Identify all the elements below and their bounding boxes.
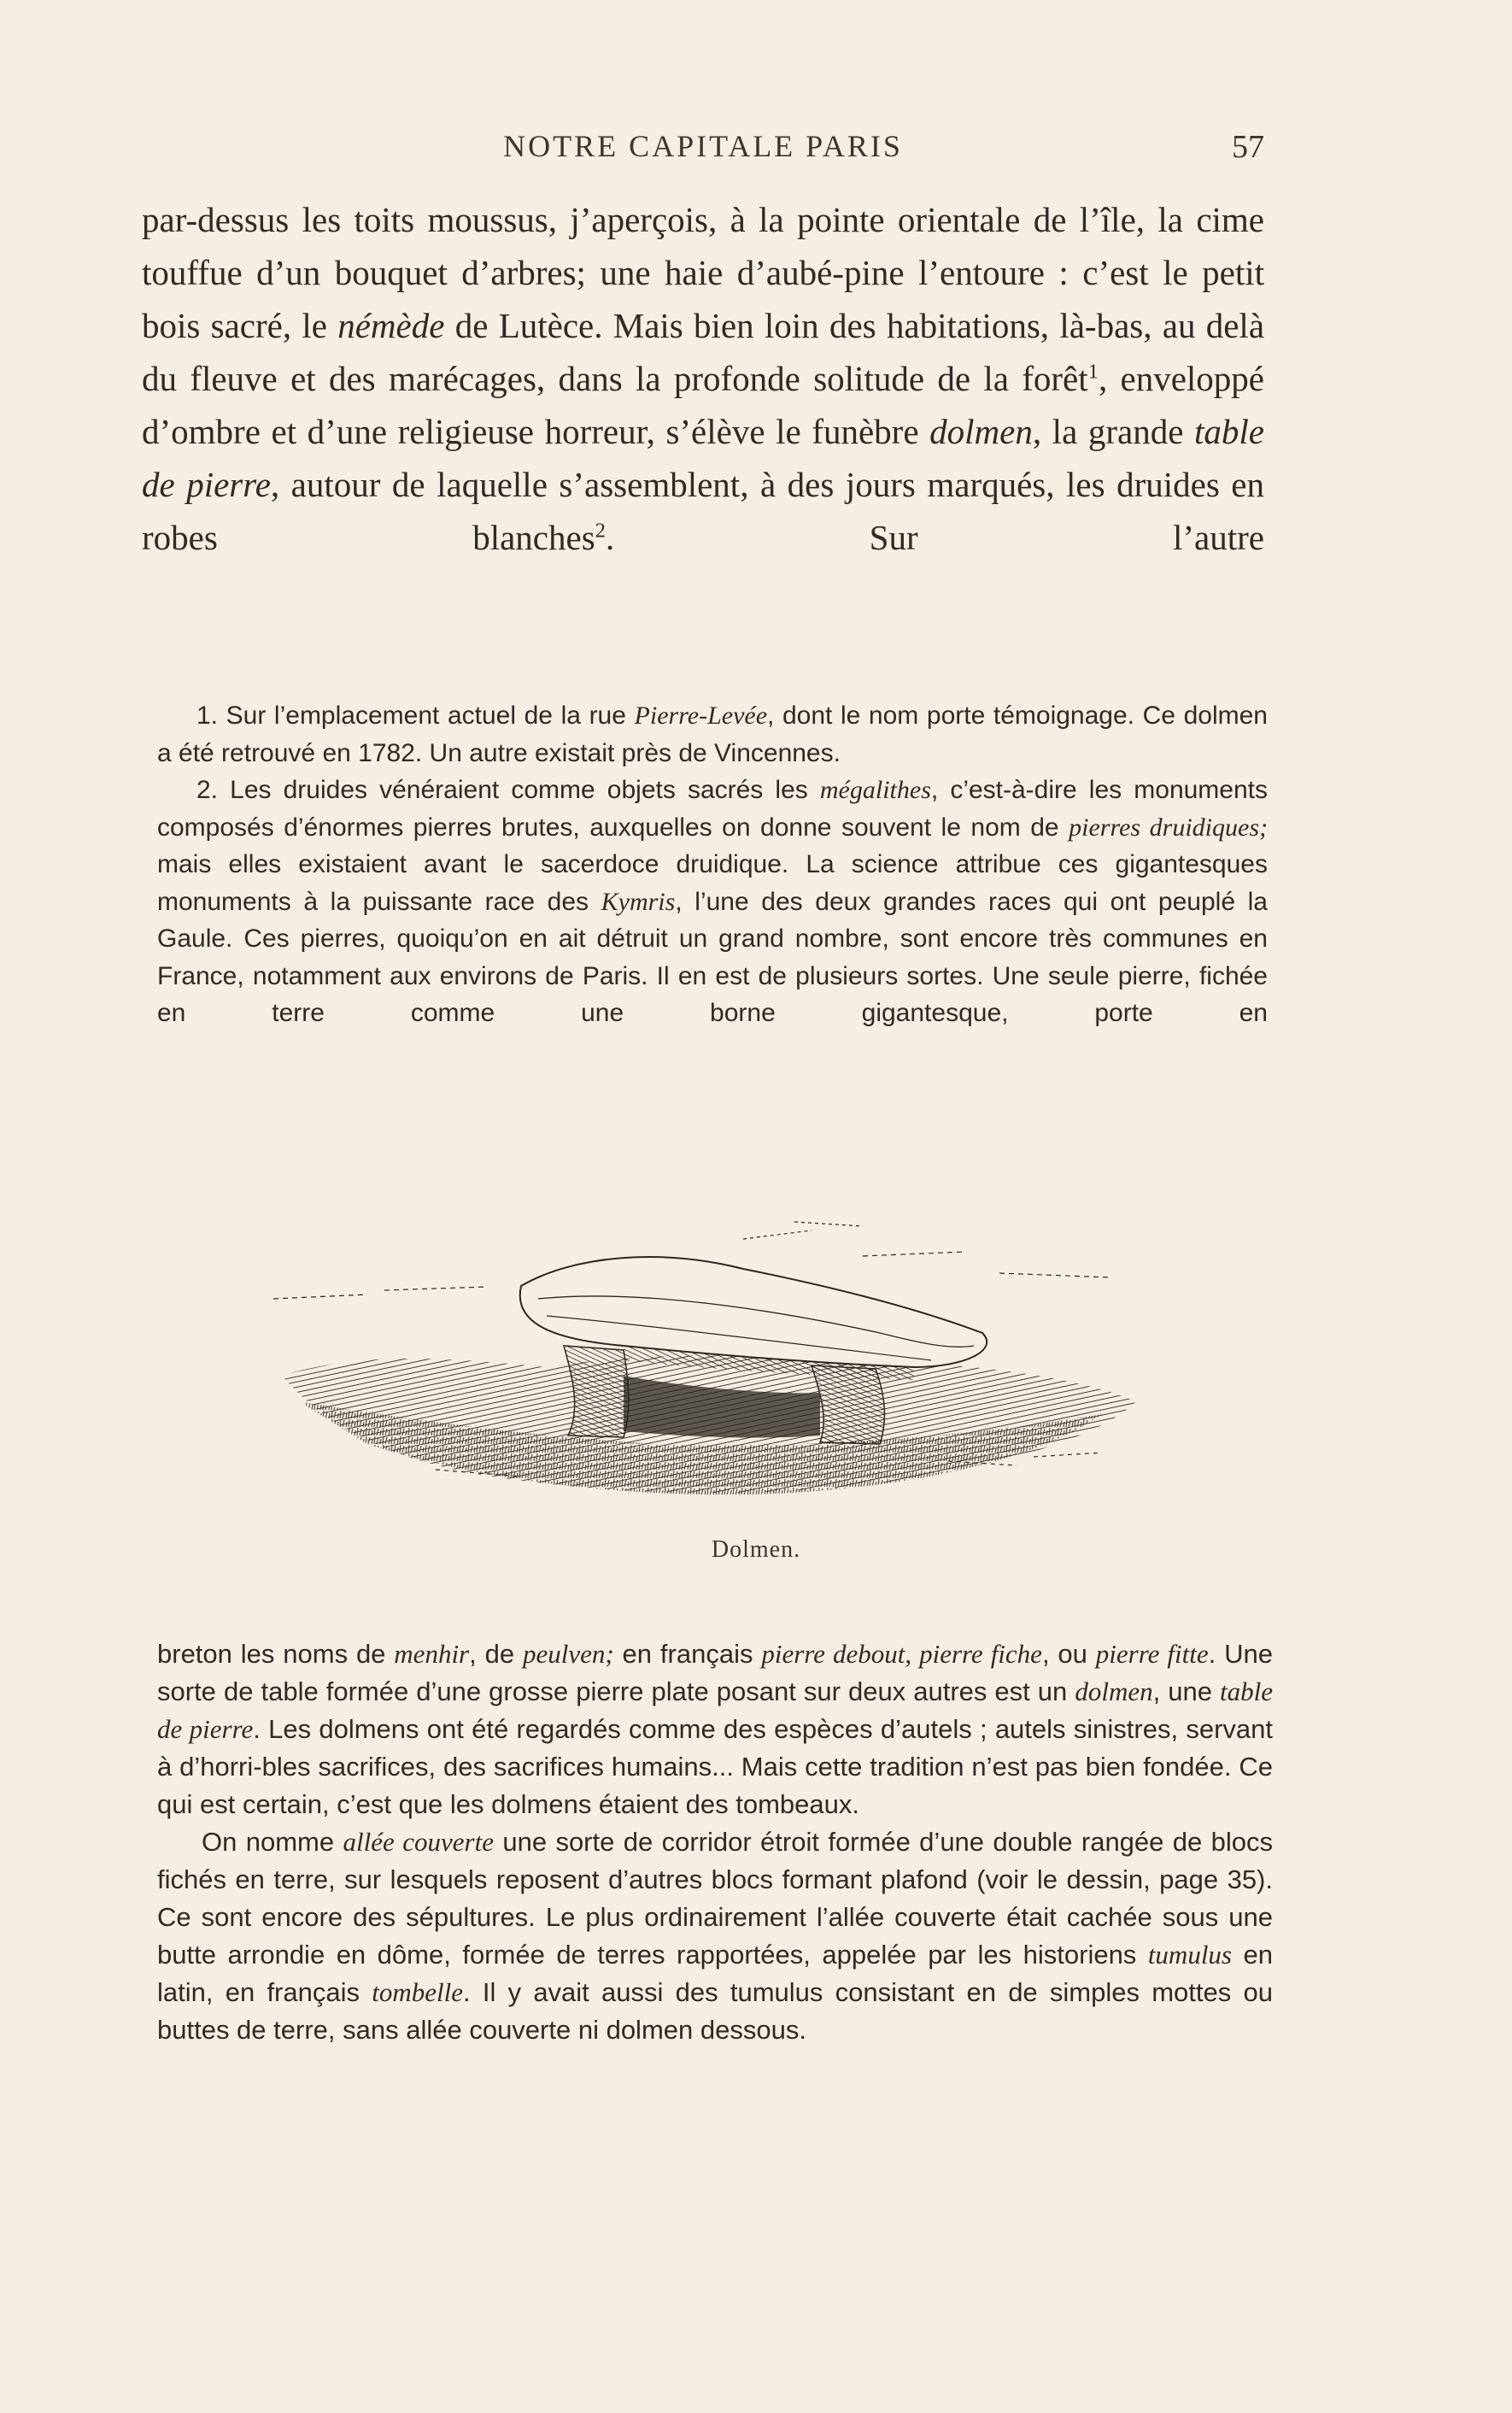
footnote-ref: 2 (595, 519, 606, 543)
text-run: , ou (1041, 1639, 1096, 1669)
text-run: , l’une des deux grandes races qui ont peuplé la Gaule. Ces pierres, quoiqu’on en ait détruit un grand nombre, sont encore très communes en France, notamment aux environs de Paris. Il en est de plusieurs sortes. Une seule pierre, fichée en terre comme une borne gigantesque, porte en (157, 887, 1268, 1027)
dolmen-engraving-icon (265, 1205, 1162, 1512)
main-paragraph (142, 193, 1264, 564)
continued-text (157, 1635, 1273, 2049)
footnotes (157, 697, 1268, 1032)
italic-term: allée couverte (343, 1827, 494, 1857)
italic-term: pierres druidiques; (1069, 813, 1268, 842)
paragraph-1 (157, 1635, 1273, 1823)
running-title: NOTRE CAPITALE PARIS (503, 129, 903, 163)
text-run: 2. Les druides vénéraient comme objets sacrés les (196, 776, 820, 804)
text-run: , la grande (1032, 412, 1195, 451)
page-number: 57 (1232, 129, 1264, 165)
text-run: en français (613, 1639, 762, 1669)
italic-term: Kymris (601, 887, 676, 916)
figure-caption: Dolmen. (711, 1536, 801, 1563)
text-run: . Il y avait aussi des tumulus consistant en de simples mottes ou buttes de terre, sans allée couverte ni dolmen dessous. (157, 1977, 1273, 2045)
italic-term: némède (337, 306, 445, 345)
text-run: mais elles existaient avant le sacerdoce druidique. La science attribue ces gigantesques monuments à la puissante race des (157, 850, 1268, 916)
footnote-ref: 1 (1087, 360, 1099, 384)
text-run: , une (1152, 1676, 1220, 1706)
paragraph-2 (157, 1823, 1273, 2049)
running-head (142, 128, 1264, 166)
italic-term: Pierre-Levée (634, 702, 768, 730)
text-run: breton les noms de (157, 1639, 395, 1669)
main-text (142, 193, 1264, 564)
italic-term: tombelle (372, 1977, 463, 2007)
italic-term: pierre debout, pierre fiche (761, 1639, 1042, 1669)
italic-term: table de pierre (157, 1676, 1273, 1744)
footnote-1 (157, 697, 1268, 772)
text-run: On nomme (202, 1827, 343, 1857)
text-run: de Lutèce. Mais bien loin des habitations, là-bas, au delà du fleuve et des marécages, dans la profonde solitude de la forêt (142, 306, 1265, 398)
text-run: . Les dolmens ont été regardés comme des espèces d’autels ; autels sinistres, servant à d’horri-bles sacrifices, des sacrifices humains... Mais cette tradition n’est pas bien fondée. Ce qui est certain, c’est que les dolmens étaient des tombeaux. (157, 1714, 1273, 1819)
italic-term: tumulus (1147, 1940, 1232, 1970)
italic-term: dolmen (929, 412, 1033, 451)
italic-term: table de pierre (142, 412, 1264, 504)
text-run: une sorte de corridor étroit formée d’une double rangée de blocs fichés en terre, sur lesquels reposent d’autres blocs formant plafond (voir le dessin, page 35). Ce sont encore des sépultures. Le plus ordinairement l’allée couverte était cachée sous une butte arrondie en dôme, formée de terres rapportées, appelée par les historiens (157, 1827, 1273, 1970)
italic-term: pierre fitte (1095, 1639, 1209, 1669)
text-run: , de (469, 1639, 523, 1669)
text-run: . Sur l’autre (605, 518, 1264, 557)
italic-term: peulven; (522, 1639, 614, 1669)
text-run: , dont le nom porte témoignage. Ce dolmen a été retrouvé en 1782. Un autre existait près de Vincennes. (157, 702, 1268, 767)
italic-term: dolmen (1075, 1676, 1153, 1706)
dolmen-illustration (265, 1205, 1162, 1512)
text-run: , autour de laquelle s’assemblent, à des jours marqués, les druides en robes blanches (142, 465, 1264, 557)
text-run: par-dessus les toits moussus, j’aperçois, à la pointe orientale de l’île, la cime touffue d’un bouquet d’arbres; une haie d’aubé-pine l’entoure : c’est le petit bois sacré, le (142, 200, 1264, 345)
footnote-2 (157, 772, 1268, 1032)
italic-term: menhir (394, 1639, 470, 1669)
text-run: 1. Sur l’emplacement actuel de la rue (196, 702, 635, 730)
text-run: , c’est-à-dire les monuments composés d’énormes pierres brutes, auxquelles on donne souvent le nom de (157, 776, 1269, 842)
italic-term: mégalithes (819, 776, 931, 804)
text-run: , enveloppé d’ombre et d’une religieuse horreur, s’élève le funèbre (142, 359, 1265, 451)
text-run: . Une sorte de table formée d’une grosse pierre plate posant sur deux autres est un (157, 1639, 1273, 1706)
text-run: en latin, en français (157, 1940, 1273, 2007)
